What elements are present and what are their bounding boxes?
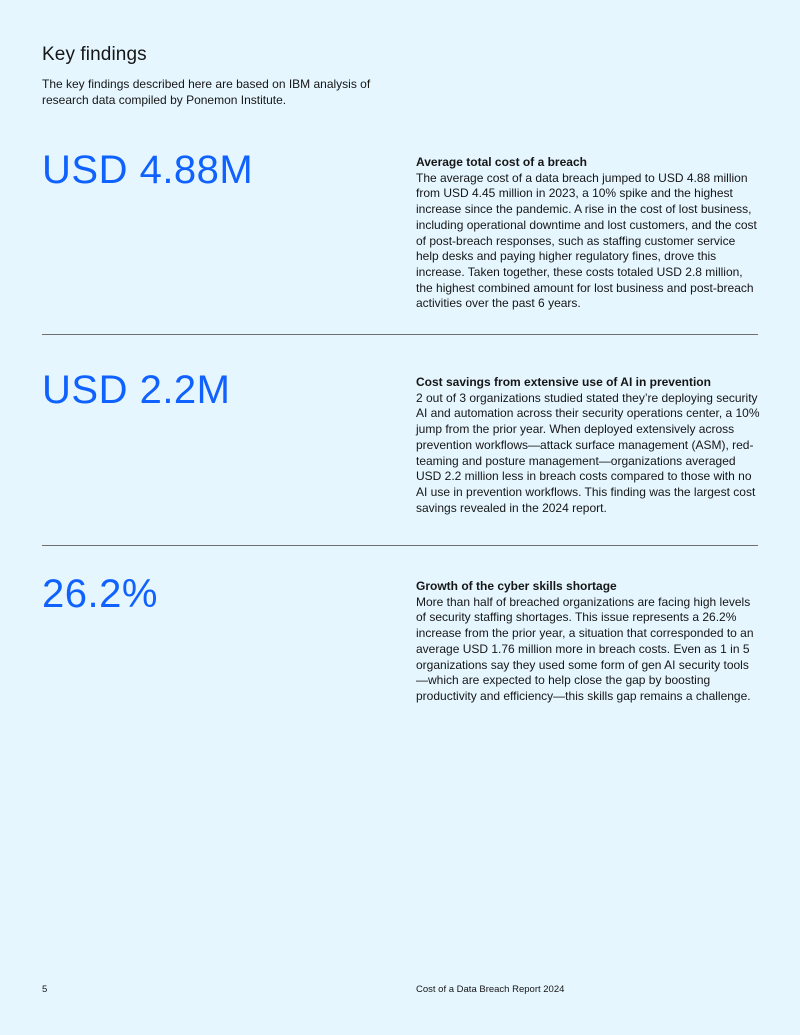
finding-title: Growth of the cyber skills shortage — [416, 579, 617, 593]
page-heading: Key findings — [42, 44, 147, 65]
finding-body: 2 out of 3 organizations studied stated they’re deploying security AI and automation across their security operations center, a 10% jump from the prior year. When deployed extensively across prevention workflows—attack surface management (ASM), red-teaming and posture management—organizations averaged USD 2.2 million less in breach costs compared to those with no AI use in prevention workflows. This finding was the largest cost savings revealed in the 2024 report. — [416, 390, 760, 515]
finding-stat: USD 4.88M — [42, 148, 254, 192]
finding-text — [416, 579, 760, 705]
finding-body: More than half of breached organizations are facing high levels of security staffing shortages. This issue represents a 26.2% increase from the prior year, a situation that corresponded to an average USD 1.76 million more in breach costs. Even as 1 in 5 organizations say they used some form of gen AI security tools—which are expected to help close the gap by boosting productivity and efficiency—this skills gap remains a challenge. — [416, 594, 754, 703]
finding-body: The average cost of a data breach jumped to USD 4.88 million from USD 4.45 million in 2023, a 10% spike and the highest increase since the pandemic. A rise in the cost of lost business, including operational downtime and lost customers, and the cost of post-breach responses, such as staffing customer service help desks and paying higher regulatory fines, drove this increase. Taken together, these costs totaled USD 2.8 million, the highest combined amount for lost business and post-breach activities over the past 6 years. — [416, 170, 757, 311]
finding-stat: 26.2% — [42, 572, 158, 616]
report-title: Cost of a Data Breach Report 2024 — [416, 984, 565, 995]
finding-title: Average total cost of a breach — [416, 155, 587, 169]
finding-text — [416, 375, 760, 516]
finding-title: Cost savings from extensive use of AI in prevention — [416, 375, 711, 389]
finding-stat: USD 2.2M — [42, 368, 231, 412]
section-divider — [42, 334, 758, 335]
finding-text — [416, 155, 760, 312]
page-number: 5 — [42, 984, 48, 995]
intro-paragraph: The key findings described here are based on IBM analysis of research data compiled by Ponemon Institute. — [42, 77, 371, 107]
section-divider — [42, 545, 758, 546]
